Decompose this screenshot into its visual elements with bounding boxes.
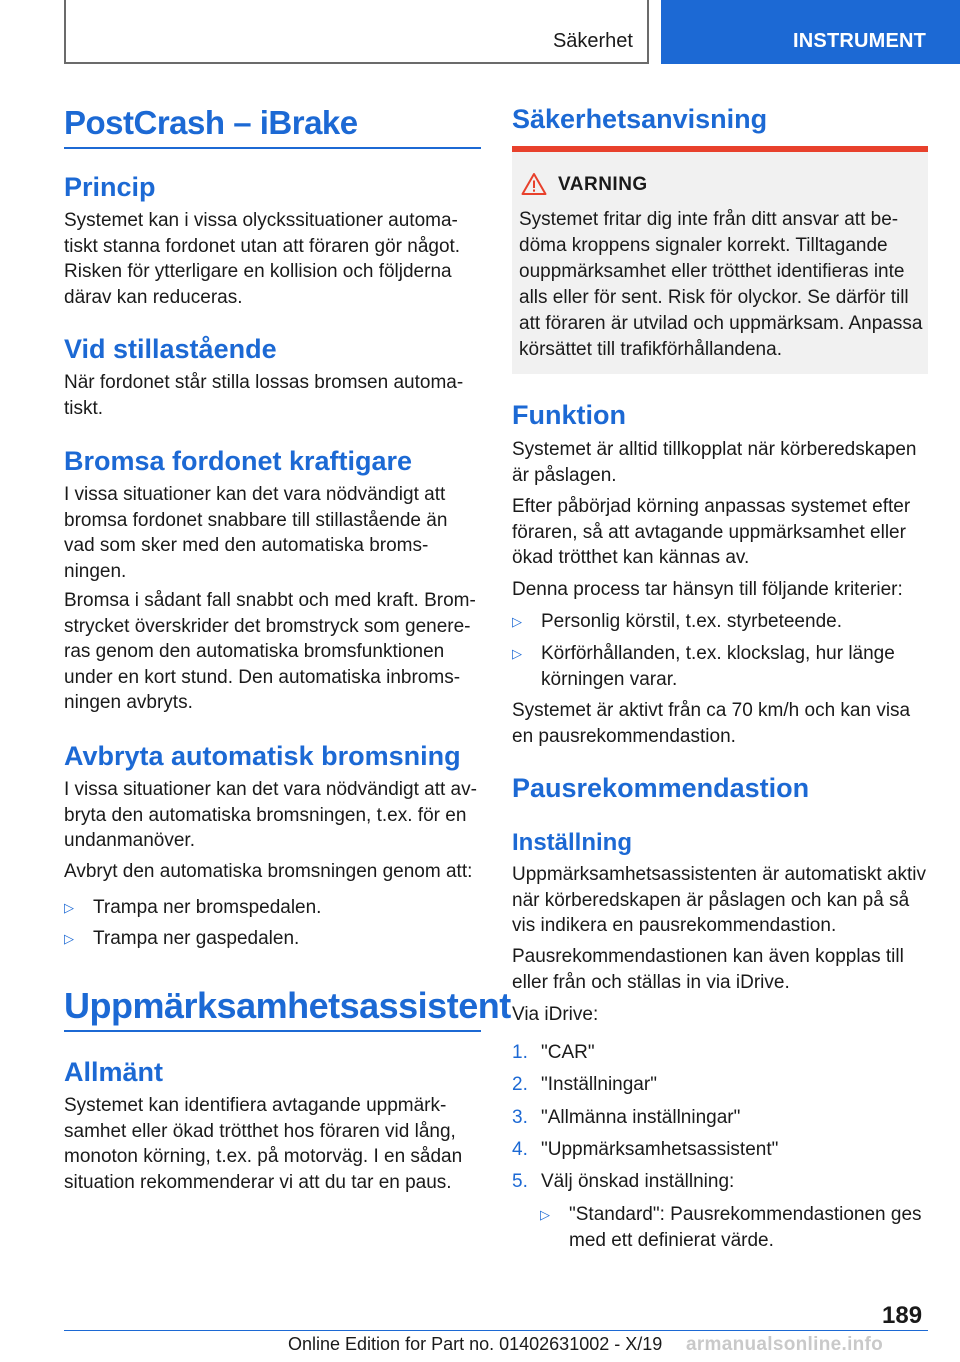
watermark-logo: armanualsonline.info xyxy=(686,1334,884,1355)
paragraph-paus-1: Uppmärksamhetsassistenten är automatiskt aktiv när körberedskapen är påslagen och kan på så vis indikera en pausrekommendastion. xyxy=(512,864,926,936)
footer-rule xyxy=(64,1330,928,1331)
paragraph-funktion-3: Denna process tar hänsyn till följande kriterier: xyxy=(512,579,903,600)
title-rule xyxy=(64,1030,481,1032)
heading-avbryta: Avbryta automatisk bromsning xyxy=(64,741,461,771)
header-chapter-label: INSTRUMENT xyxy=(793,30,927,52)
paragraph-allmant: Systemet kan identifiera avtagande uppmärk- samhet eller ökad trötthet hos föraren vid lång, monoton körning, t.ex. på motorväg. I en sådan situation rekommenderar vi att du tar en paus. xyxy=(64,1095,463,1193)
paragraph-bromsa-2: Bromsa i sådant fall snabbt och med kraft. Brom- strycket överskrider det bromstryck som genere- ras genom den automatiska bromsfunktionen under en kort stund. Den automatiska inbroms- ningen avbryts. xyxy=(64,590,476,713)
paragraph-princip: Systemet kan i vissa olyckssituationer automa- tiskt stanna fordonet utan att föraren gör något. Risken för ytterligare en kollision och följderna därav kan reduceras. xyxy=(64,210,461,308)
paragraph-avbryta-1: I vissa situationer kan det vara nödvändigt att av- bryta den automatiska bromsningen, t.ex. för en undanmanöver. xyxy=(64,779,477,851)
heading-allmant: Allmänt xyxy=(64,1057,164,1087)
paragraph-funktion-1: Systemet är alltid tillkopplat när körberedskapen är påslagen. xyxy=(512,439,917,486)
triangle-bullet-icon: ▷ xyxy=(512,614,522,629)
warning-bar xyxy=(512,146,928,152)
header-section-label: Säkerhet xyxy=(552,30,633,52)
warning-title: VARNING xyxy=(558,174,648,195)
title-rule xyxy=(64,147,481,149)
footer-edition: Online Edition for Part no. 01402631002 - X/19 xyxy=(288,1334,663,1354)
heading-princip: Princip xyxy=(64,172,156,202)
section-title-postcrash: PostCrash – iBrake xyxy=(64,104,358,141)
paragraph-paus-2: Pausrekommendastionen kan även kopplas till eller från och ställas in via iDrive. xyxy=(512,946,904,993)
section-title-uppmarksamhet: Uppmärksamhetsassistent xyxy=(64,985,511,1026)
heading-bromsa: Bromsa fordonet kraftigare xyxy=(64,446,413,476)
warning-triangle-icon xyxy=(521,172,547,196)
page-number: 189 xyxy=(882,1302,923,1329)
heading-stillastaende: Vid stillastående xyxy=(64,334,277,364)
triangle-bullet-icon: ▷ xyxy=(64,931,74,946)
heading-installning: Inställning xyxy=(512,829,632,856)
triangle-bullet-icon: ▷ xyxy=(64,900,74,915)
paragraph-stillastaende: När fordonet står stilla lossas bromsen automa- tiskt. xyxy=(64,372,464,419)
triangle-bullet-icon: ▷ xyxy=(512,646,522,661)
warning-text: Systemet fritar dig inte från ditt ansvar att be- döma kroppens signaler korrekt. Tilltagande ouppmärksamhet eller trötthet identifieras inte alls eller för sent. Risk för olyckor. Se därför till att föraren är utvilad och uppmärksam. Anpassa körsättet till trafikförhållandena. xyxy=(519,209,923,360)
header-section-tab xyxy=(64,0,649,64)
heading-funktion: Funktion xyxy=(512,400,626,430)
heading-sakerhetsanvisning: Säkerhetsanvisning xyxy=(512,104,768,134)
heading-pausrekommendastion: Pausrekommendastion xyxy=(512,773,810,803)
warning-box xyxy=(512,146,928,374)
paragraph-avbryta-2: Avbryt den automatiska bromsningen genom att: xyxy=(64,861,473,882)
triangle-bullet-icon: ▷ xyxy=(540,1207,550,1222)
paragraph-funktion-2: Efter påbörjad körning anpassas systemet efter föraren, så att avtagande uppmärksamhet eller ökad trötthet kan kännas av. xyxy=(512,496,911,568)
paragraph-bromsa-1: I vissa situationer kan det vara nödvändigt att bromsa fordonet snabbare till stillastående än vad som sker med den automatiska broms- ningen. xyxy=(64,484,448,582)
paragraph-funktion-4: Systemet är aktivt från ca 70 km/h och kan visa en pausrekommendastion. xyxy=(512,700,911,747)
paragraph-paus-3: Via iDrive: xyxy=(512,1004,599,1025)
